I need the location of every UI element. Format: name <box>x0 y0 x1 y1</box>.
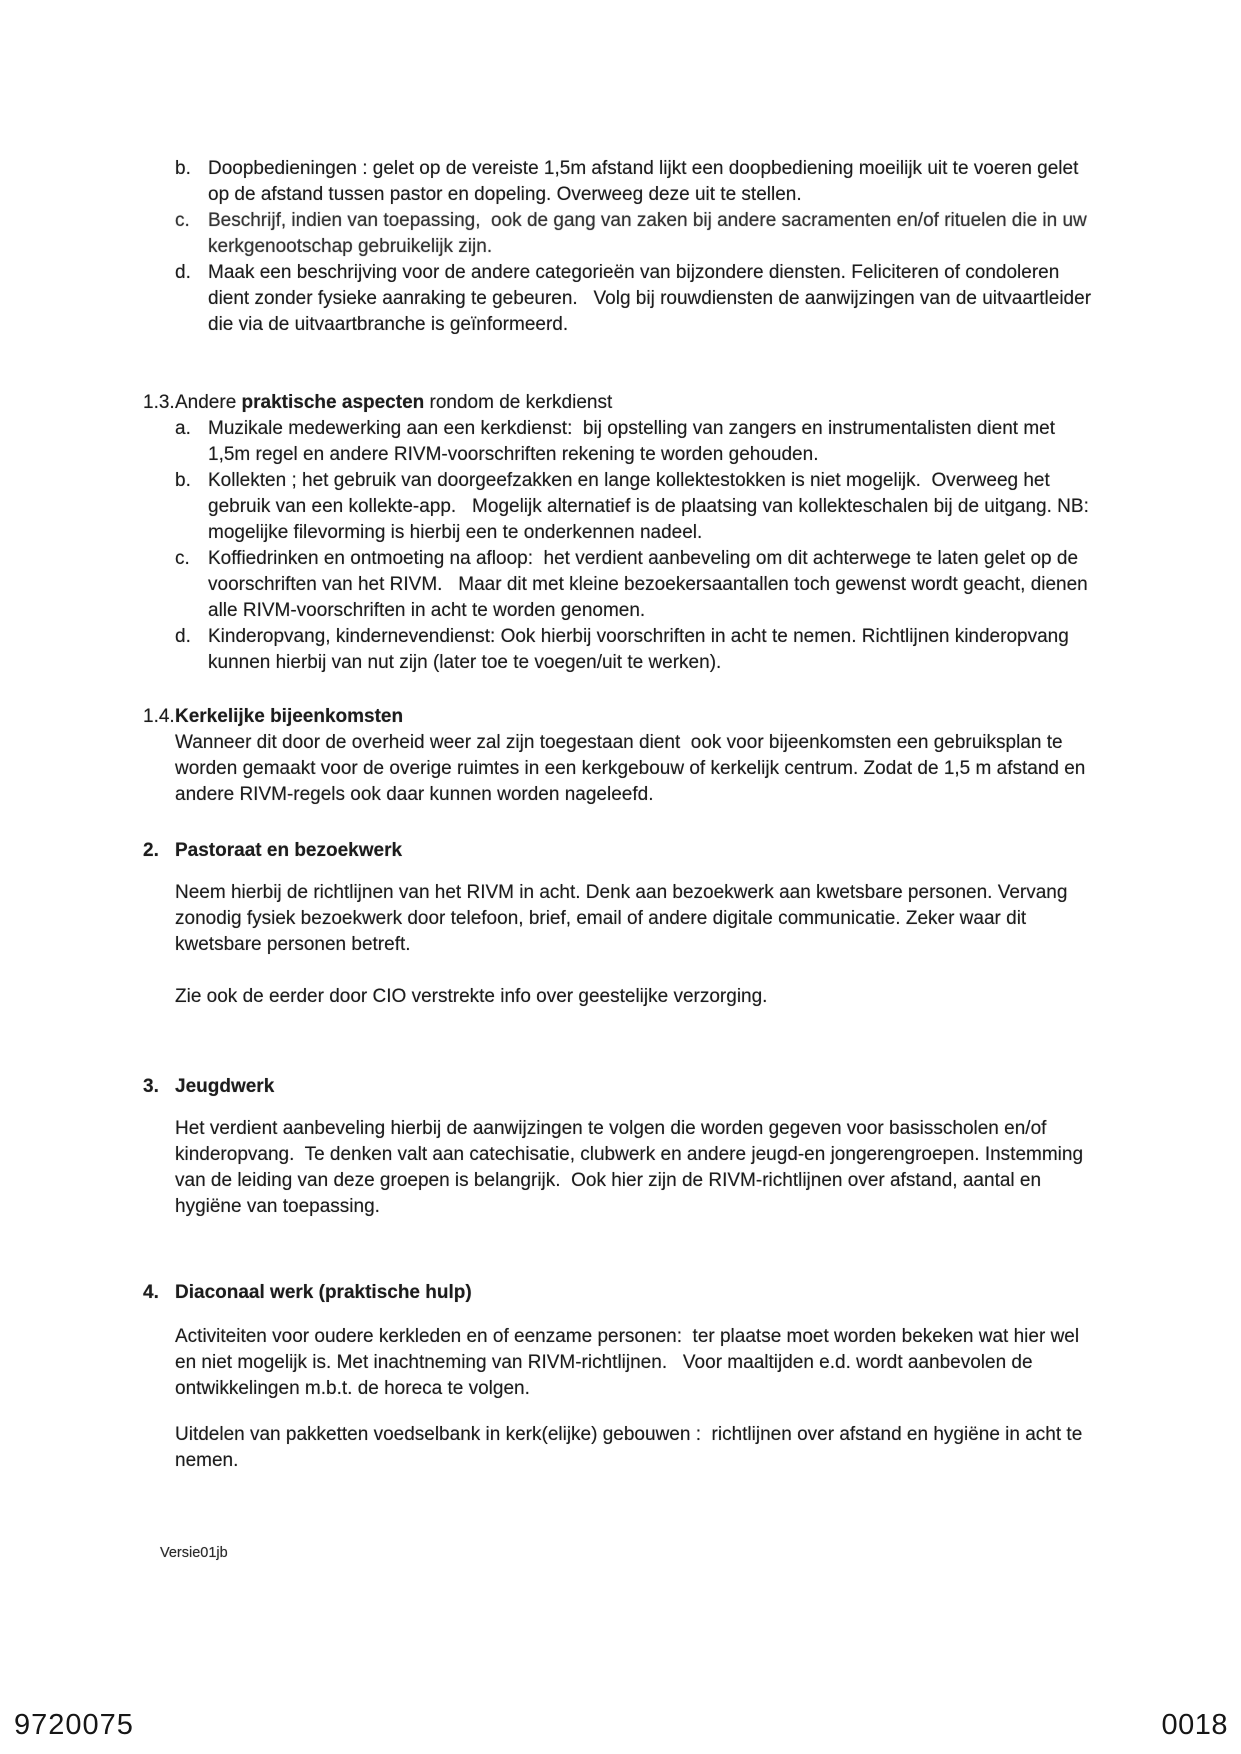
section-2-paragraph-1: Neem hierbij de richtlijnen van het RIVM in acht. Denk aan bezoekwerk aan kwetsbare personen. Vervang zonodig fysiek bezoekwerk door telefoon, brief, email of andere digitale communicatie. Zeker waar dit kwetsbare personen betreft. <box>175 882 1073 955</box>
section-4-paragraph-1: Activiteiten voor oudere kerkleden en of eenzame personen: ter plaatse moet worden bekeken wat hier wel en niet mogelijk is. Met inachtneming van RIVM-richtlijnen. Voor maaltijden e.d. wordt aanbevolen de ontwikkelingen m.b.t. de horeca te volgen. <box>175 1326 1085 1399</box>
section-title-prefix: Andere <box>175 392 242 413</box>
section-2-heading <box>143 838 1098 864</box>
section-title: Diaconaal werk (praktische hulp) <box>175 1282 472 1303</box>
list-item-1-3-c <box>143 546 1098 624</box>
section-4-paragraph-2: Uitdelen van pakketten voedselbank in kerk(elijke) gebouwen : richtlijnen over afstand en hygiëne in acht te nemen. <box>175 1424 1088 1471</box>
list-item-marker: b. <box>175 158 191 179</box>
list-item-text: Maak een beschrijving voor de andere categorieën van bijzondere diensten. Feliciteren of condoleren dient zonder fysieke aanraking te gebeuren. Volg bij rouwdiensten de aanwijzingen van de uitvaartleider die via de uitvaartbranche is geïnformeerd. <box>208 262 1097 335</box>
scan-number-left: 9720075 <box>14 1709 134 1741</box>
section-1-4-paragraph: Wanneer dit door de overheid weer zal zijn toegestaan dient ook voor bijeenkomsten een gebruiksplan te worden gemaakt voor de overige ruimtes in een kerkgebouw of kerkelijk centrum. Zodat de 1,5 m afstand en andere RIVM-regels ook daar kunnen worden nageleefd. <box>175 732 1091 805</box>
section-title: Pastoraat en bezoekwerk <box>175 840 403 861</box>
section-4-heading <box>143 1280 1098 1306</box>
list-item-d <box>143 260 1098 338</box>
section-number: 2. <box>143 840 159 861</box>
section-title-suffix: rondom de kerkdienst <box>424 392 613 413</box>
list-item-text: Kinderopvang, kindernevendienst: Ook hierbij voorschriften in acht te nemen. Richtlijnen kinderopvang kunnen hierbij van nut zijn (later toe te voegen/uit te werken). <box>208 626 1075 673</box>
list-item-text: Koffiedrinken en ontmoeting na afloop: het verdient aanbeveling om dit achterwege te laten gelet op de voorschriften van het RIVM. Maar dit met kleine bezoekersaantallen toch gewenst wordt geacht, dienen alle RIVM-voorschriften in acht te worden genomen. <box>208 548 1094 621</box>
list-item-marker: c. <box>175 210 190 231</box>
section-3-heading <box>143 1074 1098 1100</box>
list-item-marker: a. <box>175 418 191 439</box>
section-2-paragraph-2: Zie ook de eerder door CIO verstrekte info over geestelijke verzorging. <box>175 986 768 1007</box>
section-3-paragraph: Het verdient aanbeveling hierbij de aanwijzingen te volgen die worden gegeven voor basisscholen en/of kinderopvang. Te denken valt aan catechisatie, clubwerk en andere jeugd-en jongerengroepen. Instemming van de leiding van deze groepen is belangrijk. Ook hier zijn de RIVM-richtlijnen over afstand, aantal en hygiëne van toepassing. <box>175 1118 1089 1217</box>
section-number: 1.3. <box>143 392 175 413</box>
list-item-c <box>143 208 1098 260</box>
document-content <box>143 156 1098 1562</box>
list-item-text: Doopbedieningen : gelet op de vereiste 1,5m afstand lijkt een doopbediening moeilijk uit te voeren gelet op de afstand tussen pastor en dopeling. Overweeg deze uit te stellen. <box>208 158 1084 205</box>
list-item-marker: c. <box>175 548 190 569</box>
list-item-text: Beschrijf, indien van toepassing, ook de gang van zaken bij andere sacramenten en/of rituelen die in uw kerkgenootschap gebruikelijk zijn. <box>208 210 1093 257</box>
scan-number-right: 0018 <box>1161 1709 1228 1741</box>
version-label: Versie01jb <box>160 1545 228 1561</box>
section-title-bold: praktische aspecten <box>241 392 425 413</box>
section-number: 3. <box>143 1076 159 1097</box>
list-item-1-3-a <box>143 416 1098 468</box>
section-1-3-heading <box>143 390 1098 416</box>
section-1-4-heading <box>143 704 1098 730</box>
list-item-marker: d. <box>175 262 191 283</box>
section-number: 4. <box>143 1282 159 1303</box>
list-item-text: Kollekten ; het gebruik van doorgeefzakken en lange kollektestokken is niet mogelijk. Overweeg het gebruik van een kollekte-app. Mogelijk alternatief is de plaatsing van kollekteschalen bij de uitgang. NB: mogelijke filevorming is hierbij een te onderkennen nadeel. <box>208 470 1095 543</box>
list-item-1-3-d <box>143 624 1098 676</box>
list-item-b <box>143 156 1098 208</box>
section-number: 1.4. <box>143 706 175 727</box>
list-item-text: Muzikale medewerking aan een kerkdienst: bij opstelling van zangers en instrumentalisten dient met 1,5m regel en andere RIVM-voorschriften rekening te worden gehouden. <box>208 418 1061 465</box>
section-title: Kerkelijke bijeenkomsten <box>175 706 404 727</box>
list-item-1-3-b <box>143 468 1098 546</box>
list-item-marker: b. <box>175 470 191 491</box>
section-title: Jeugdwerk <box>175 1076 275 1097</box>
list-item-marker: d. <box>175 626 191 647</box>
